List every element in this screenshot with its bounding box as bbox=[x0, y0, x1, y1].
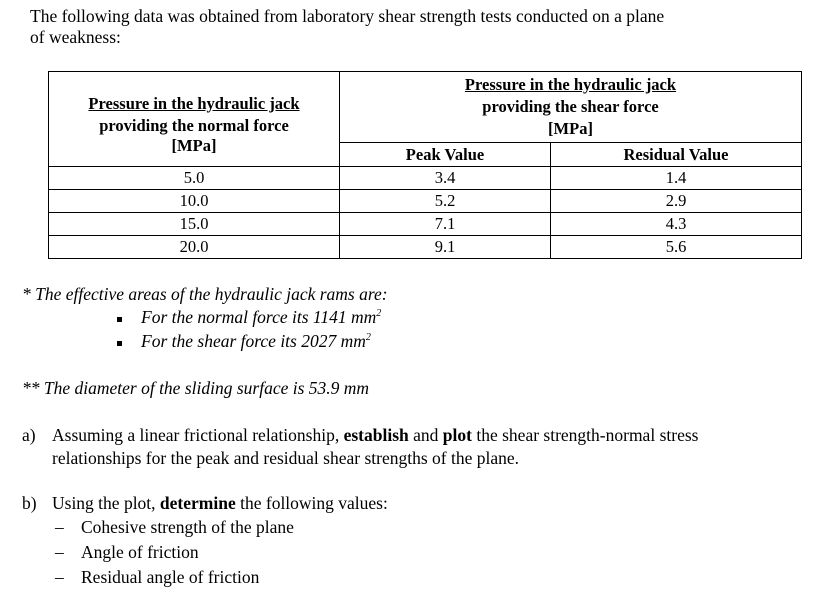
residual-cell: 2.9 bbox=[551, 190, 802, 213]
normal-header-line-2: providing the normal force bbox=[99, 115, 289, 135]
peak-cell: 3.4 bbox=[340, 167, 551, 190]
normal-header-line-1: Pressure in the hydraulic jack bbox=[88, 93, 300, 113]
shear-force-header bbox=[340, 72, 802, 143]
normal-area-exponent: 2 bbox=[376, 308, 382, 320]
peak-value-header: Peak Value bbox=[340, 143, 551, 167]
shear-area-text: For the shear force its 2027 mm bbox=[141, 331, 366, 351]
normal-cell: 20.0 bbox=[49, 236, 340, 259]
qa-bold-plot: plot bbox=[442, 425, 472, 445]
normal-cell: 5.0 bbox=[49, 167, 340, 190]
list-item: Cohesive strength of the plane bbox=[81, 517, 294, 537]
shear-header-line-3: [MPa] bbox=[548, 119, 593, 138]
table-row bbox=[49, 190, 802, 213]
dash-icon: – bbox=[55, 542, 64, 562]
table-row bbox=[49, 213, 802, 236]
table-row bbox=[49, 236, 802, 259]
bullet-icon bbox=[117, 341, 122, 346]
normal-header-line-3: [MPa] bbox=[171, 135, 217, 155]
list-item: Angle of friction bbox=[81, 542, 199, 562]
qa-text-3: the shear strength-normal stress bbox=[471, 425, 699, 445]
shear-area-note bbox=[141, 331, 371, 352]
residual-cell: 5.6 bbox=[551, 236, 802, 259]
list-item: Residual angle of friction bbox=[81, 567, 260, 587]
peak-cell: 7.1 bbox=[340, 213, 551, 236]
shear-area-exponent: 2 bbox=[365, 332, 371, 344]
table-row bbox=[49, 167, 802, 190]
normal-cell: 10.0 bbox=[49, 190, 340, 213]
shear-header-line-1: Pressure in the hydraulic jack bbox=[464, 75, 677, 94]
residual-cell: 1.4 bbox=[551, 167, 802, 190]
qa-bold-establish: establish bbox=[343, 425, 409, 445]
qa-text-2: and bbox=[408, 425, 443, 445]
qa-text-1: Assuming a linear frictional relationship, bbox=[52, 425, 344, 445]
question-a-label: a) bbox=[22, 425, 36, 445]
question-a-text bbox=[52, 425, 832, 469]
question-b-text bbox=[52, 493, 388, 514]
normal-area-note bbox=[141, 307, 381, 328]
peak-cell: 5.2 bbox=[340, 190, 551, 213]
residual-cell: 4.3 bbox=[551, 213, 802, 236]
qb-text-1: Using the plot, bbox=[52, 493, 160, 513]
qb-bold-determine: determine bbox=[159, 493, 236, 513]
normal-cell: 15.0 bbox=[49, 213, 340, 236]
qb-text-2: the following values: bbox=[235, 493, 388, 513]
normal-force-header bbox=[49, 72, 340, 167]
intro-line-1: The following data was obtained from laboratory shear strength tests conducted on a plane bbox=[30, 6, 665, 26]
areas-note: * The effective areas of the hydraulic jack rams are: bbox=[22, 284, 388, 304]
qa-line-2: relationships for the peak and residual shear strengths of the plane. bbox=[52, 448, 520, 468]
intro-line-2: of weakness: bbox=[30, 27, 121, 47]
residual-value-header: Residual Value bbox=[551, 143, 802, 167]
diameter-note: ** The diameter of the sliding surface is 53.9 mm bbox=[22, 378, 370, 398]
intro-paragraph bbox=[30, 6, 820, 48]
bullet-icon bbox=[117, 317, 122, 322]
dash-icon: – bbox=[55, 567, 64, 587]
normal-area-text: For the normal force its 1141 mm bbox=[141, 307, 377, 327]
dash-icon: – bbox=[55, 517, 64, 537]
question-b-label: b) bbox=[22, 493, 37, 513]
peak-cell: 9.1 bbox=[340, 236, 551, 259]
shear-test-table bbox=[48, 71, 802, 259]
shear-header-line-2: providing the shear force bbox=[482, 97, 659, 116]
